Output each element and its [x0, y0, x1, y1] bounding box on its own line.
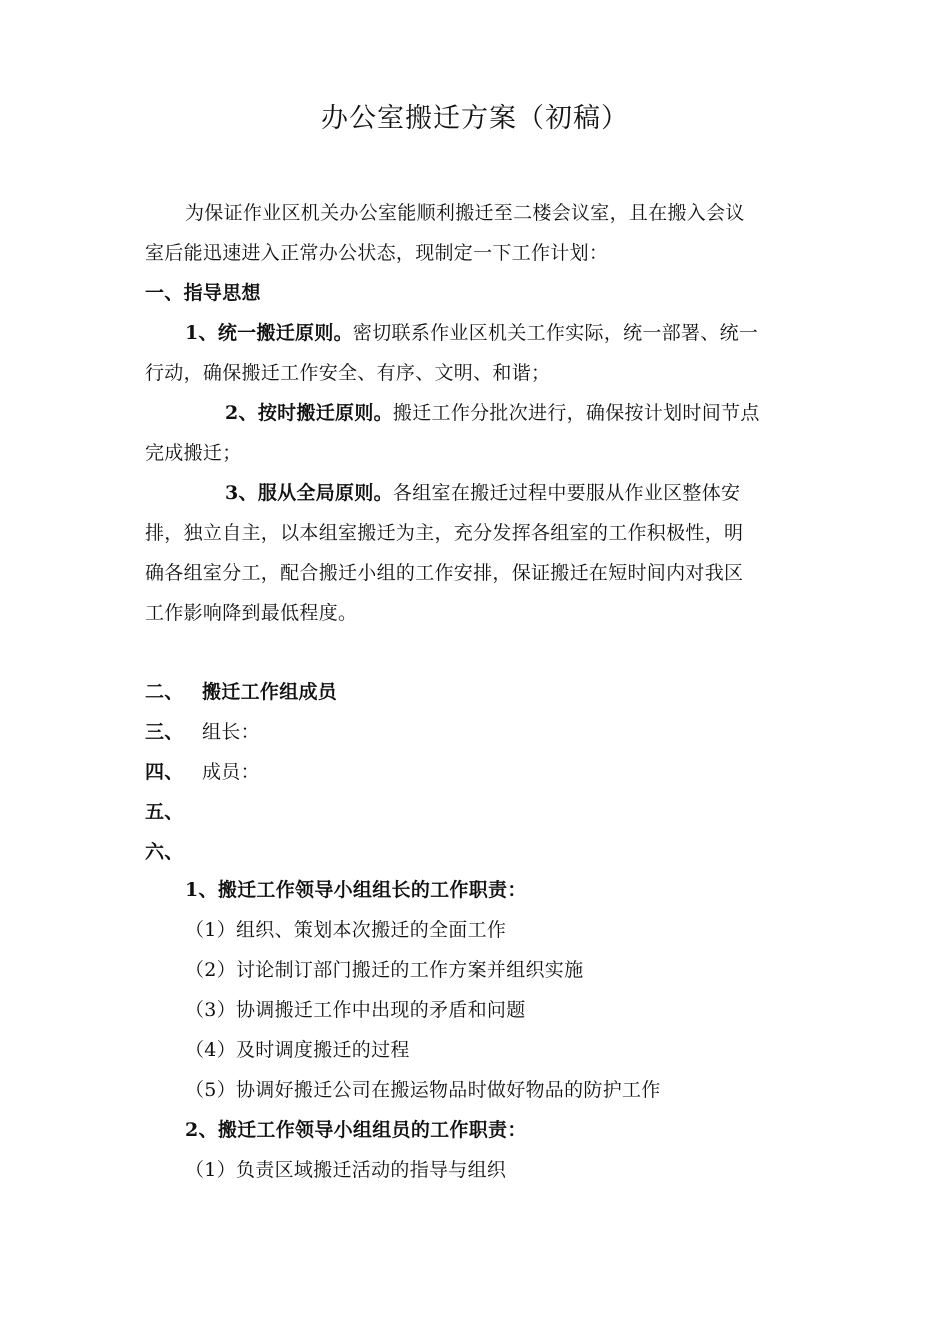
list-item-6	[145, 839, 202, 865]
list-item-number: 四、	[145, 761, 184, 783]
principle-2-text: 搬迁工作分批次进行，确保按计划时间节点	[392, 402, 760, 424]
duties-leader-item-3: （3）协调搬迁工作中出现的矛盾和问题	[185, 999, 526, 1021]
list-item-3	[145, 719, 260, 745]
principle-1-line-1	[185, 320, 758, 346]
principle-2-lead: 2、按时搬迁原则。	[225, 402, 393, 424]
principle-3-line-2: 排，独立自主，以本组室搬迁为主，充分发挥各组室的工作积极性，明	[145, 522, 744, 544]
list-item-text: 成员：	[202, 761, 260, 783]
duties-leader-item-4: （4）及时调度搬迁的过程	[185, 1039, 410, 1061]
duties-member-item-1: （1）负责区域搬迁活动的指导与组织	[185, 1159, 507, 1181]
list-item-5	[145, 799, 202, 825]
list-item-4	[145, 759, 260, 785]
list-item-number: 五、	[145, 801, 184, 823]
document-title: 办公室搬迁方案（初稿）	[321, 103, 629, 134]
duties-leader-item-2: （2）讨论制订部门搬迁的工作方案并组织实施	[185, 959, 584, 981]
principle-3-lead: 3、服从全局原则。	[225, 482, 393, 504]
intro-line-2: 室后能迅速进入正常办公状态，现制定一下工作计划：	[145, 242, 609, 264]
list-item-number: 二、	[145, 681, 184, 703]
principle-3-line-1	[225, 480, 740, 506]
duties-leader-heading: 1、搬迁工作领导小组组长的工作职责：	[185, 879, 527, 901]
intro-line-1: 为保证作业区机关办公室能顺利搬迁至二楼会议室，且在搬入会议	[185, 202, 745, 224]
principle-2-line-1	[225, 400, 760, 426]
duties-member-heading: 2、搬迁工作领导小组组员的工作职责：	[185, 1119, 527, 1141]
section-heading-guiding-principles: 一、指导思想	[145, 282, 261, 304]
principle-3-line-3: 确各组室分工，配合搬迁小组的工作安排，保证搬迁在短时间内对我区	[145, 562, 744, 584]
list-item-2	[145, 679, 337, 705]
list-item-text: 组长：	[202, 721, 260, 743]
principle-1-text: 密切联系作业区机关工作实际，统一部署、统一	[352, 322, 759, 344]
principle-1-line-2: 行动，确保搬迁工作安全、有序、文明、和谐；	[145, 362, 551, 384]
duties-leader-item-1: （1）组织、策划本次搬迁的全面工作	[185, 919, 507, 941]
duties-leader-item-5: （5）协调好搬迁公司在搬运物品时做好物品的防护工作	[185, 1079, 661, 1101]
principle-1-lead: 1、统一搬迁原则。	[185, 322, 353, 344]
list-item-text: 搬迁工作组成员	[202, 681, 338, 703]
list-item-number: 六、	[145, 841, 184, 863]
principle-3-line-4: 工作影响降到最低程度。	[145, 602, 358, 624]
principle-2-line-2: 完成搬迁；	[145, 442, 242, 464]
list-item-number: 三、	[145, 721, 184, 743]
principle-3-text: 各组室在搬迁过程中要服从作业区整体安	[392, 482, 741, 504]
